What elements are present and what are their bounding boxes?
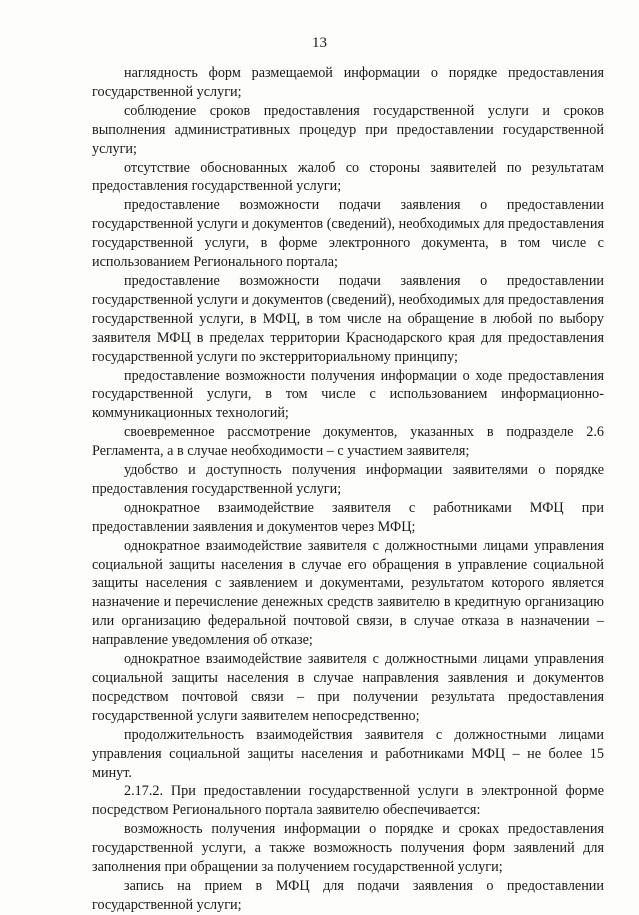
paragraph: своевременное рассмотрение документов, указанных в подразделе 2.6 Регламента, а в случае необходимости – с участием заявителя; xyxy=(92,424,604,460)
paragraph: предоставление возможности получения информации о ходе предоставления государственной услуги, в том числе с использованием информационно-коммуникационных технологий; xyxy=(92,367,604,422)
section-paragraph: 2.17.2. При предоставлении государственной услуги в электронной форме посредством Регионального портала заявителю обеспечивается: xyxy=(92,783,604,819)
paragraph: запись на прием в МФЦ для подачи заявления о предоставлении государственной услуги; xyxy=(92,877,604,913)
paragraph: соблюдение сроков предоставления государственной услуги и сроков выполнения административных процедур при предоставлении государственной услуги; xyxy=(92,102,604,157)
paragraph: предоставление возможности подачи заявления о предоставлении государственной услуги и документов (сведений), необходимых для предоставления государственной услуги, в МФЦ, в том числе на обращение в любой по выбору заявителя МФЦ в пределах территории Краснодарского края для предоставления государственной услуги по экстерриториальному принципу; xyxy=(92,272,604,365)
document-body xyxy=(92,64,604,915)
page-number: 13 xyxy=(312,35,327,51)
paragraph: удобство и доступность получения информации заявителями о порядке предоставления государственной услуги; xyxy=(92,462,604,497)
paragraph: однократное взаимодействие заявителя с должностными лицами управления социальной защиты населения в случае его обращения в управление социальной защиты населения с заявлением и документами, результатом которого является назначение и перечисление денежных средств заявителю в кредитную организацию или организацию федеральной почтовой связи, в случае отказа в назначении – направление уведомления об отказе; xyxy=(92,537,604,649)
paragraph: предоставление возможности подачи заявления о предоставлении государственной услуги и документов (сведений), необходимых для предоставления государственной услуги, в форме электронного документа, в том числе с использованием Регионального портала; xyxy=(92,197,604,271)
paragraph: отсутствие обоснованных жалоб со стороны заявителей по результатам предоставления государственной услуги; xyxy=(92,159,604,195)
paragraph: возможность получения информации о порядке и сроках предоставления государственной услуги, а также возможность получения форм заявлений для заполнения при обращении за получением государственной услуги; xyxy=(92,821,604,876)
paragraph: наглядность форм размещаемой информации о порядке предоставления государственной услуги; xyxy=(92,65,604,100)
paragraph: однократное взаимодействие заявителя с должностными лицами управления социальной защиты населения в случае направления заявления и документов посредством почтовой связи – при получении результата предоставления государственной услуги заявителем непосредственно; xyxy=(92,651,604,724)
paragraph: продолжительность взаимодействия заявителя с должностными лицами управления социальной защиты населения и работниками МФЦ – не более 15 минут. xyxy=(92,726,604,781)
paragraph: однократное взаимодействие заявителя с работниками МФЦ при предоставлении заявления и документов через МФЦ; xyxy=(92,499,604,535)
